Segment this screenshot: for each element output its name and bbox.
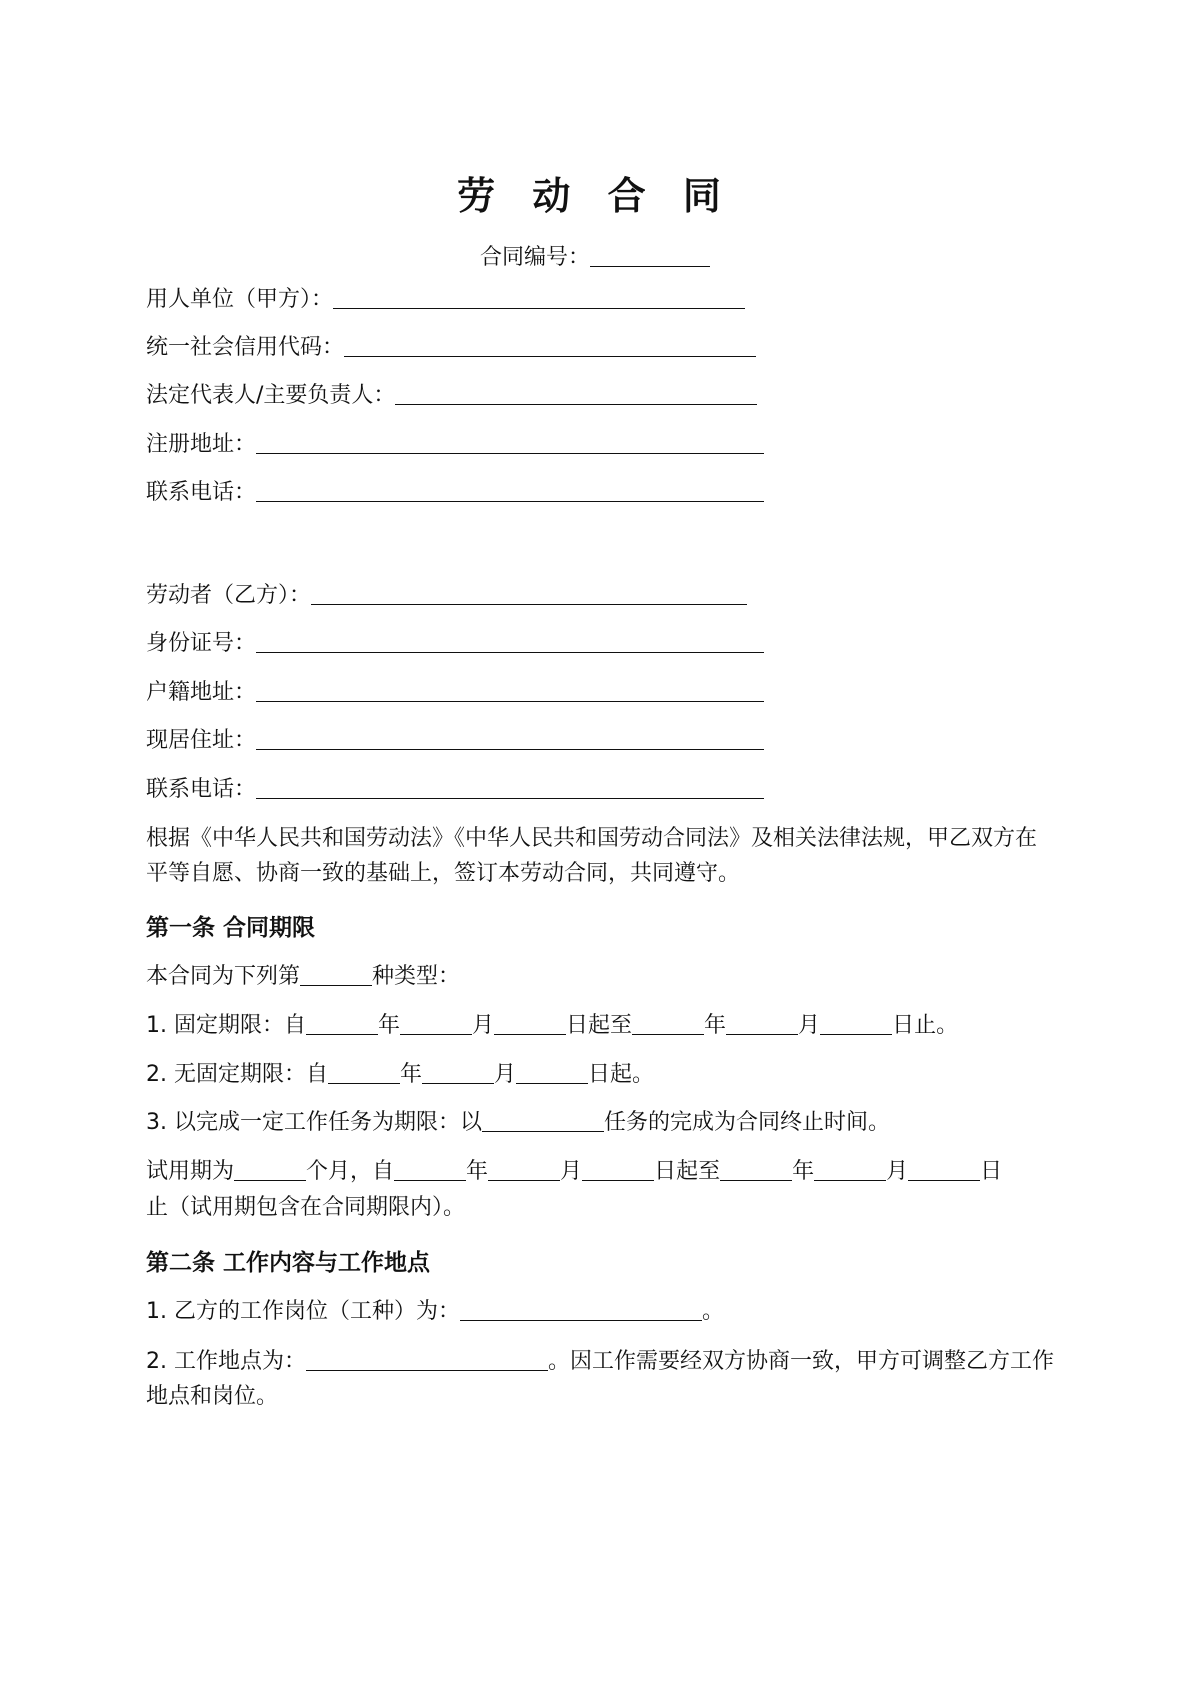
party-a-legal-rep-blank[interactable] <box>395 382 757 405</box>
task-name-blank[interactable] <box>482 1109 604 1132</box>
party-b-id-blank[interactable] <box>256 630 764 653</box>
probation-month-label: 月 <box>560 1159 583 1184</box>
party-a-credit-code-label: 统一社会信用代码： <box>146 335 345 360</box>
party-b-phone-label: 联系电话： <box>146 777 257 802</box>
contract-type-blank[interactable] <box>300 963 372 986</box>
work-location-suffix: 。因工作需要经双方协商一致，甲方可调整乙方工作地点和岗位。 <box>146 1349 1054 1409</box>
party-b-id-row <box>146 628 764 660</box>
fixed-start-day-blank[interactable] <box>494 1012 566 1035</box>
fixed-start-month-blank[interactable] <box>400 1012 472 1035</box>
party-b-current-address-label: 现居住址： <box>146 728 257 753</box>
probation-end-year-blank[interactable] <box>720 1158 792 1181</box>
probation-end-month-blank[interactable] <box>814 1158 886 1181</box>
probation-start-year-blank[interactable] <box>394 1158 466 1181</box>
open-day-start-label: 日起。 <box>588 1062 655 1087</box>
task-term-prefix: 3. 以完成一定工作任务为期限：以 <box>146 1110 482 1135</box>
party-a-credit-code-blank[interactable] <box>344 334 756 357</box>
party-a-reg-address-blank[interactable] <box>256 431 764 454</box>
fixed-term-row <box>146 1010 958 1042</box>
article-1-heading: 第一条 合同期限 <box>146 915 316 941</box>
open-month-label: 月 <box>494 1062 517 1087</box>
contract-type-suffix: 种类型： <box>372 964 461 989</box>
party-a-reg-address-label: 注册地址： <box>146 432 257 457</box>
fixed-term-prefix: 1. 固定期限：自 <box>146 1013 306 1038</box>
fixed-day-start-label: 日起至 <box>566 1013 633 1038</box>
party-a-name-row <box>146 284 745 316</box>
probation-end-year-label: 年 <box>792 1159 815 1184</box>
party-a-phone-label: 联系电话： <box>146 480 257 505</box>
party-b-household-address-label: 户籍地址： <box>146 680 257 705</box>
probation-end-day-blank[interactable] <box>908 1158 980 1181</box>
contract-type-row <box>146 961 460 993</box>
job-position-suffix: 。 <box>701 1299 724 1324</box>
open-year-label: 年 <box>399 1062 422 1087</box>
fixed-end-day-blank[interactable] <box>820 1012 892 1035</box>
probation-start-month-blank[interactable] <box>488 1158 560 1181</box>
open-start-month-blank[interactable] <box>422 1061 494 1084</box>
party-b-phone-row <box>146 774 764 806</box>
party-b-household-address-row <box>146 677 764 709</box>
probation-start-day-blank[interactable] <box>582 1158 654 1181</box>
probation-year-label: 年 <box>466 1159 489 1184</box>
job-position-row <box>146 1296 724 1328</box>
probation-months-blank[interactable] <box>234 1158 306 1181</box>
party-b-id-label: 身份证号： <box>146 631 257 656</box>
party-b-current-address-blank[interactable] <box>256 727 764 750</box>
preamble-paragraph: 根据《中华人民共和国劳动法》《中华人民共和国劳动合同法》及相关法律法规，甲乙双方在平等自愿、协商一致的基础上，签订本劳动合同，共同遵守。 <box>146 826 1038 886</box>
party-b-name-blank[interactable] <box>311 582 747 605</box>
probation-day-end-label: 日 <box>980 1159 1003 1184</box>
probation-prefix: 试用期为 <box>146 1159 235 1184</box>
party-b-name-row <box>146 580 747 612</box>
party-b-household-address-blank[interactable] <box>256 679 764 702</box>
fixed-end-month-label: 月 <box>798 1013 821 1038</box>
fixed-month-label: 月 <box>472 1013 495 1038</box>
task-term-row <box>146 1107 890 1139</box>
fixed-year-label: 年 <box>377 1013 400 1038</box>
work-location-blank[interactable] <box>306 1348 548 1371</box>
party-b-phone-blank[interactable] <box>256 776 764 799</box>
probation-end-month-label: 月 <box>886 1159 909 1184</box>
open-term-prefix: 2. 无固定期限：自 <box>146 1062 328 1087</box>
job-position-blank[interactable] <box>460 1298 702 1321</box>
contract-type-prefix: 本合同为下列第 <box>146 964 301 989</box>
party-a-legal-rep-row <box>146 380 757 412</box>
fixed-day-end-label: 日止。 <box>892 1013 959 1038</box>
party-a-reg-address-row <box>146 429 764 461</box>
fixed-end-month-blank[interactable] <box>726 1012 798 1035</box>
open-term-row <box>146 1059 654 1091</box>
fixed-end-year-label: 年 <box>704 1013 727 1038</box>
fixed-start-year-blank[interactable] <box>306 1012 378 1035</box>
contract-number-label: 合同编号： <box>479 245 590 270</box>
party-a-name-blank[interactable] <box>333 286 745 309</box>
article-2-heading: 第二条 工作内容与工作地点 <box>146 1250 431 1276</box>
party-a-name-label: 用人单位（甲方）： <box>146 287 334 312</box>
probation-day-start-label: 日起至 <box>654 1159 721 1184</box>
contract-number-row <box>0 242 1190 274</box>
job-position-prefix: 1. 乙方的工作岗位（工种）为： <box>146 1299 460 1324</box>
party-a-legal-rep-label: 法定代表人/主要负责人： <box>146 383 396 408</box>
party-a-phone-blank[interactable] <box>256 479 764 502</box>
contract-number-blank[interactable] <box>590 244 710 267</box>
fixed-end-year-blank[interactable] <box>632 1012 704 1035</box>
probation-row <box>146 1156 1002 1188</box>
party-b-name-label: 劳动者（乙方）： <box>146 583 312 608</box>
open-start-year-blank[interactable] <box>328 1061 400 1084</box>
work-location-prefix: 2. 工作地点为： <box>146 1349 306 1374</box>
party-b-current-address-row <box>146 725 764 757</box>
work-location-paragraph <box>146 1344 1056 1414</box>
document-title: 劳 动 合 同 <box>457 174 733 218</box>
party-a-phone-row <box>146 477 764 509</box>
party-a-credit-code-row <box>146 332 756 364</box>
task-term-suffix: 任务的完成为合同终止时间。 <box>604 1110 891 1135</box>
probation-months-label: 个月，自 <box>306 1159 395 1184</box>
open-start-day-blank[interactable] <box>516 1061 588 1084</box>
probation-continuation-row: 止（试用期包含在合同期限内）。 <box>146 1195 466 1220</box>
